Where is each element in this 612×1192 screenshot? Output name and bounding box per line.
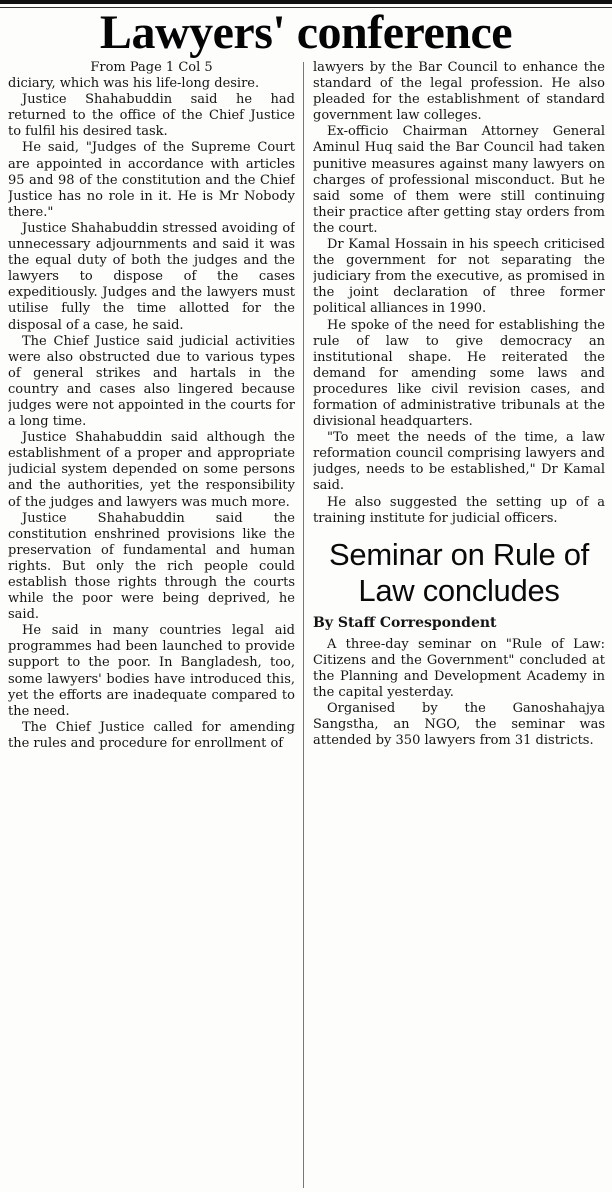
- article-paragraph: He said in many countries legal aid programmes had been launched to provide support to the poor. In Bangladesh, too, some lawyers' bodies have introduced this, yet the efforts are inadequate compared to the need.: [8, 623, 295, 719]
- article-paragraph: Justice Shahabuddin said he had returned to the office of the Chief Justice to fulfil his desired task.: [8, 92, 295, 140]
- article-paragraph: Justice Shahabuddin said although the establishment of a proper and appropriate judicial system depended on some persons and the authorities, yet the responsibility of the judges and lawyers was much more.: [8, 430, 295, 510]
- article-paragraph: He said, "Judges of the Supreme Court are appointed in accordance with articles 95 and 98 of the constitution and the Chief Justice has no role in it. He is Mr Nobody there.": [8, 140, 295, 220]
- article-paragraph: He also suggested the setting up of a training institute for judicial officers.: [313, 494, 605, 526]
- article-paragraph: Ex-officio Chairman Attorney General Aminul Huq said the Bar Council had taken punitive measures against many lawyers on charges of professional misconduct. But he said some of them were still continuing their practice after getting stay orders from the court.: [313, 124, 605, 236]
- seminar-paragraph: Organised by the Ganoshahajya Sangstha, an NGO, the seminar was attended by 350 lawyers from 31 districts.: [313, 701, 605, 749]
- article-paragraph: The Chief Justice called for amending the rules and procedure for enrollment of: [8, 719, 295, 751]
- left-column: [8, 60, 295, 1192]
- article-paragraph: "To meet the needs of the time, a law reformation council comprising lawyers and judges, needs to be established," Dr Kamal said.: [313, 430, 605, 494]
- byline: By Staff Correspondent: [313, 614, 497, 631]
- article-headline: Lawyers' conference: [99, 6, 513, 59]
- seminar-paragraph: A three-day seminar on "Rule of Law: Citizens and the Government" concluded at the Planning and Development Academy in the capital yesterday.: [313, 636, 605, 701]
- article-paragraph: diciary, which was his life-long desire.: [8, 76, 260, 92]
- top-rule: [0, 0, 612, 4]
- article-paragraph: The Chief Justice said judicial activities were also obstructed due to various types of general strikes and hartals in the country and cases also lingered because judges were not appointed in the courts for a long time.: [8, 333, 295, 430]
- article-paragraph: lawyers by the Bar Council to enhance the standard of the legal profession. He also pleaded for the establishment of standard government law colleges.: [313, 60, 605, 124]
- article-paragraph: Justice Shahabuddin stressed avoiding of unnecessary adjournments and said it was the equal duty of both the judges and the lawyers to dispose of the cases expeditiously. Judges and the lawyers must utilise fully the time allotted for the disposal of a case, he said.: [8, 220, 295, 333]
- column-divider: [303, 62, 304, 1188]
- continuation-line: From Page 1 Col 5: [90, 60, 213, 75]
- right-column: [313, 60, 605, 1192]
- article-paragraph: Justice Shahabuddin said the constitution enshrined provisions like the preservation of fundamental and human rights. But only the rich people could establish those rights through the courts while the poor were being deprived, he said.: [8, 510, 295, 623]
- article-paragraph: He spoke of the need for establishing the rule of law to give democracy an institutional shape. He reiterated the demand for amending some laws and procedures like civil revision cases, and formation of administrative tribunals at the divisional headquarters.: [313, 317, 605, 430]
- article-paragraph: Dr Kamal Hossain in his speech criticised the government for not separating the judiciary from the executive, as promised in the joint declaration of three former political alliances in 1990.: [313, 237, 605, 317]
- seminar-headline: Seminar on Rule of Law concludes: [329, 536, 589, 608]
